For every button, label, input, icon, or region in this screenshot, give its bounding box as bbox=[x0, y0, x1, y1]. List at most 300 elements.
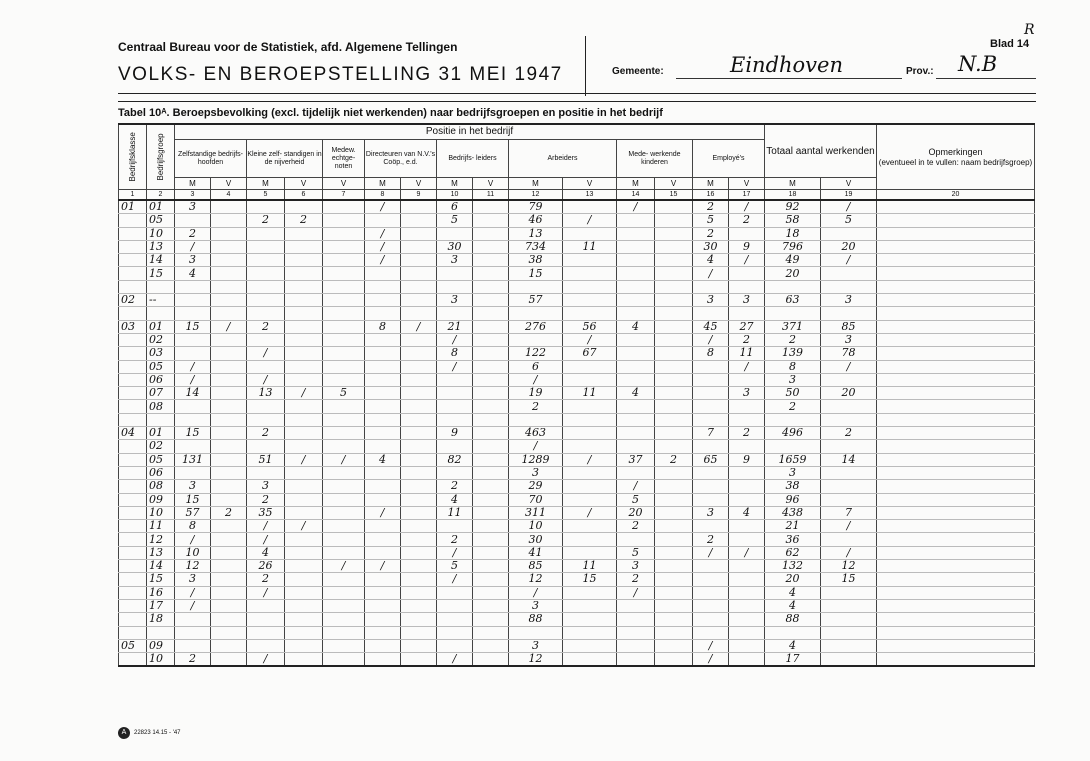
value-cell bbox=[821, 599, 877, 612]
value-cell bbox=[821, 267, 877, 280]
value-cell: / bbox=[509, 373, 563, 386]
value-cell bbox=[175, 294, 211, 307]
value-cell bbox=[285, 240, 323, 253]
value-cell: / bbox=[175, 599, 211, 612]
value-cell bbox=[247, 200, 285, 214]
value-cell: 9 bbox=[729, 453, 765, 466]
value-cell bbox=[401, 280, 437, 293]
value-cell: / bbox=[617, 200, 655, 214]
bedrijfsgroep-cell: 03 bbox=[147, 347, 175, 360]
header-rule bbox=[118, 101, 1036, 102]
value-cell bbox=[563, 280, 617, 293]
value-cell: 30 bbox=[693, 240, 729, 253]
value-cell bbox=[655, 560, 693, 573]
form-title: VOLKS- EN BEROEPSTELLING 31 MEI 1947 bbox=[118, 64, 563, 85]
value-cell bbox=[211, 533, 247, 546]
value-cell: / bbox=[247, 586, 285, 599]
value-cell: 2 bbox=[693, 533, 729, 546]
value-cell: 79 bbox=[509, 200, 563, 214]
opmerkingen-cell bbox=[877, 440, 1035, 453]
value-cell: / bbox=[563, 453, 617, 466]
column-number: 19 bbox=[821, 190, 877, 201]
value-cell bbox=[765, 626, 821, 639]
value-cell bbox=[323, 480, 365, 493]
value-cell bbox=[617, 533, 655, 546]
value-cell: 3 bbox=[509, 466, 563, 479]
opmerkingen-cell bbox=[877, 453, 1035, 466]
value-cell: 12 bbox=[509, 573, 563, 586]
col-kleine-zelfstandigen: Kleine zelf- standigen in de nijverheid bbox=[247, 140, 323, 178]
value-cell bbox=[473, 214, 509, 227]
value-cell bbox=[323, 294, 365, 307]
value-cell: 3 bbox=[617, 560, 655, 573]
value-cell bbox=[617, 613, 655, 626]
value-cell: 20 bbox=[617, 506, 655, 519]
value-cell bbox=[285, 506, 323, 519]
value-cell bbox=[323, 533, 365, 546]
value-cell bbox=[693, 573, 729, 586]
value-cell: / bbox=[821, 360, 877, 373]
opmerkingen-cell bbox=[877, 347, 1035, 360]
bedrijfsklasse-cell bbox=[119, 387, 147, 400]
value-cell bbox=[473, 560, 509, 573]
value-cell bbox=[247, 440, 285, 453]
value-cell bbox=[655, 307, 693, 320]
value-cell bbox=[693, 613, 729, 626]
value-cell bbox=[693, 480, 729, 493]
value-cell: 132 bbox=[765, 560, 821, 573]
value-cell bbox=[401, 347, 437, 360]
value-cell: 30 bbox=[509, 533, 563, 546]
bedrijfsgroep-cell: 11 bbox=[147, 520, 175, 533]
value-cell bbox=[437, 400, 473, 413]
col-bedrijfsklasse: Bedrijfsklasse bbox=[119, 124, 147, 190]
value-cell: / bbox=[437, 360, 473, 373]
mv-label: V bbox=[211, 178, 247, 190]
value-cell bbox=[401, 560, 437, 573]
value-cell bbox=[247, 466, 285, 479]
value-cell: 70 bbox=[509, 493, 563, 506]
value-cell: 49 bbox=[765, 254, 821, 267]
value-cell: 2 bbox=[729, 333, 765, 346]
value-cell: 3 bbox=[247, 480, 285, 493]
mv-label: M bbox=[509, 178, 563, 190]
opmerkingen-cell bbox=[877, 294, 1035, 307]
value-cell bbox=[821, 480, 877, 493]
value-cell bbox=[617, 599, 655, 612]
value-cell bbox=[563, 400, 617, 413]
value-cell: 12 bbox=[175, 560, 211, 573]
value-cell: 12 bbox=[821, 560, 877, 573]
opmerkingen-cell bbox=[877, 267, 1035, 280]
opmerkingen-cell bbox=[877, 546, 1035, 559]
value-cell: 65 bbox=[693, 453, 729, 466]
value-cell bbox=[323, 440, 365, 453]
value-cell: 4 bbox=[729, 506, 765, 519]
value-cell bbox=[437, 280, 473, 293]
value-cell bbox=[401, 227, 437, 240]
value-cell bbox=[693, 586, 729, 599]
value-cell bbox=[693, 466, 729, 479]
bedrijfsgroep-cell bbox=[147, 626, 175, 639]
value-cell bbox=[655, 493, 693, 506]
value-cell bbox=[401, 493, 437, 506]
value-cell: 3 bbox=[509, 599, 563, 612]
value-cell bbox=[437, 413, 473, 426]
value-cell bbox=[617, 214, 655, 227]
opmerkingen-cell bbox=[877, 307, 1035, 320]
value-cell bbox=[563, 440, 617, 453]
value-cell bbox=[323, 653, 365, 667]
value-cell: 4 bbox=[617, 387, 655, 400]
value-cell bbox=[563, 613, 617, 626]
value-cell: 41 bbox=[509, 546, 563, 559]
value-cell: 2 bbox=[693, 227, 729, 240]
value-cell: 2 bbox=[765, 333, 821, 346]
value-cell bbox=[401, 480, 437, 493]
value-cell: 51 bbox=[247, 453, 285, 466]
table-row bbox=[119, 493, 1035, 506]
value-cell bbox=[693, 413, 729, 426]
value-cell: / bbox=[323, 560, 365, 573]
table-row bbox=[119, 307, 1035, 320]
bedrijfsgroep-cell: 15 bbox=[147, 573, 175, 586]
value-cell bbox=[365, 413, 401, 426]
value-cell bbox=[285, 360, 323, 373]
value-cell bbox=[211, 214, 247, 227]
opmerkingen-cell bbox=[877, 506, 1035, 519]
value-cell bbox=[365, 294, 401, 307]
column-number: 20 bbox=[877, 190, 1035, 201]
value-cell bbox=[323, 613, 365, 626]
value-cell bbox=[693, 599, 729, 612]
value-cell: 5 bbox=[323, 387, 365, 400]
value-cell bbox=[285, 533, 323, 546]
table-row bbox=[119, 560, 1035, 573]
table-row bbox=[119, 626, 1035, 639]
value-cell bbox=[765, 440, 821, 453]
value-cell bbox=[473, 307, 509, 320]
value-cell bbox=[211, 373, 247, 386]
value-cell bbox=[365, 427, 401, 440]
value-cell bbox=[365, 387, 401, 400]
value-cell bbox=[655, 347, 693, 360]
value-cell: 3 bbox=[693, 506, 729, 519]
value-cell: 11 bbox=[563, 387, 617, 400]
value-cell bbox=[437, 466, 473, 479]
value-cell: 4 bbox=[765, 599, 821, 612]
value-cell: 20 bbox=[821, 387, 877, 400]
value-cell: 3 bbox=[765, 466, 821, 479]
value-cell: 15 bbox=[175, 493, 211, 506]
value-cell: / bbox=[285, 453, 323, 466]
value-cell bbox=[821, 493, 877, 506]
value-cell bbox=[365, 466, 401, 479]
value-cell bbox=[285, 200, 323, 214]
value-cell: 88 bbox=[509, 613, 563, 626]
value-cell bbox=[323, 413, 365, 426]
value-cell: 21 bbox=[765, 520, 821, 533]
bedrijfsklasse-cell bbox=[119, 413, 147, 426]
value-cell bbox=[175, 466, 211, 479]
value-cell: 18 bbox=[765, 227, 821, 240]
header-rule bbox=[118, 93, 1036, 94]
value-cell bbox=[323, 254, 365, 267]
table-row bbox=[119, 320, 1035, 333]
bedrijfsgroep-cell: 09 bbox=[147, 493, 175, 506]
value-cell: 371 bbox=[765, 320, 821, 333]
value-cell bbox=[401, 427, 437, 440]
bedrijfsklasse-cell bbox=[119, 480, 147, 493]
value-cell bbox=[285, 440, 323, 453]
value-cell bbox=[437, 586, 473, 599]
value-cell bbox=[655, 520, 693, 533]
bedrijfsklasse-cell bbox=[119, 347, 147, 360]
value-cell bbox=[437, 373, 473, 386]
table-row bbox=[119, 280, 1035, 293]
value-cell bbox=[437, 387, 473, 400]
table-row bbox=[119, 653, 1035, 667]
value-cell bbox=[821, 280, 877, 293]
value-cell bbox=[765, 280, 821, 293]
value-cell bbox=[821, 586, 877, 599]
bedrijfsgroep-cell: 06 bbox=[147, 466, 175, 479]
value-cell: 3 bbox=[175, 480, 211, 493]
value-cell: 67 bbox=[563, 347, 617, 360]
value-cell bbox=[211, 586, 247, 599]
value-cell bbox=[211, 480, 247, 493]
value-cell: / bbox=[175, 586, 211, 599]
opmerkingen-cell bbox=[877, 480, 1035, 493]
opmerkingen-cell bbox=[877, 387, 1035, 400]
value-cell bbox=[473, 653, 509, 667]
mv-label: V bbox=[729, 178, 765, 190]
value-cell: 4 bbox=[247, 546, 285, 559]
mv-label: V bbox=[821, 178, 877, 190]
value-cell bbox=[473, 427, 509, 440]
value-cell bbox=[473, 480, 509, 493]
value-cell: / bbox=[693, 639, 729, 652]
column-number: 2 bbox=[147, 190, 175, 201]
value-cell: 8 bbox=[175, 520, 211, 533]
prov-value: N.B bbox=[958, 52, 998, 76]
value-cell: 30 bbox=[437, 240, 473, 253]
mv-label: V bbox=[323, 178, 365, 190]
value-cell: 131 bbox=[175, 453, 211, 466]
bedrijfsklasse-cell bbox=[119, 227, 147, 240]
value-cell: 38 bbox=[765, 480, 821, 493]
opmerkingen-cell bbox=[877, 560, 1035, 573]
value-cell: 29 bbox=[509, 480, 563, 493]
value-cell bbox=[729, 480, 765, 493]
table-row bbox=[119, 240, 1035, 253]
value-cell bbox=[365, 573, 401, 586]
value-cell bbox=[211, 400, 247, 413]
table-row bbox=[119, 506, 1035, 519]
header-divider bbox=[585, 36, 586, 96]
value-cell bbox=[729, 586, 765, 599]
value-cell bbox=[211, 493, 247, 506]
value-cell bbox=[655, 653, 693, 667]
value-cell bbox=[323, 240, 365, 253]
opmerkingen-label: Opmerkingen bbox=[928, 146, 983, 157]
col-employes: Employé's bbox=[693, 140, 765, 178]
mv-label: V bbox=[563, 178, 617, 190]
prov-label: Prov.: bbox=[906, 66, 934, 77]
value-cell: 50 bbox=[765, 387, 821, 400]
column-number: 3 bbox=[175, 190, 211, 201]
value-cell bbox=[509, 280, 563, 293]
value-cell bbox=[563, 626, 617, 639]
value-cell bbox=[365, 599, 401, 612]
value-cell bbox=[175, 413, 211, 426]
value-cell: / bbox=[563, 214, 617, 227]
value-cell bbox=[365, 586, 401, 599]
table-row bbox=[119, 453, 1035, 466]
value-cell: 6 bbox=[509, 360, 563, 373]
value-cell bbox=[473, 466, 509, 479]
value-cell bbox=[401, 387, 437, 400]
value-cell bbox=[365, 653, 401, 667]
value-cell bbox=[655, 613, 693, 626]
table-row bbox=[119, 599, 1035, 612]
value-cell bbox=[729, 613, 765, 626]
table-row bbox=[119, 333, 1035, 346]
opmerkingen-cell bbox=[877, 400, 1035, 413]
bedrijfsgroep-cell: 05 bbox=[147, 453, 175, 466]
value-cell bbox=[247, 360, 285, 373]
table-row bbox=[119, 586, 1035, 599]
value-cell: / bbox=[693, 653, 729, 667]
value-cell bbox=[473, 413, 509, 426]
value-cell bbox=[365, 333, 401, 346]
bedrijfsgroep-cell: 14 bbox=[147, 254, 175, 267]
value-cell: 20 bbox=[765, 267, 821, 280]
value-cell bbox=[655, 214, 693, 227]
value-cell bbox=[473, 227, 509, 240]
value-cell: / bbox=[401, 320, 437, 333]
value-cell bbox=[323, 546, 365, 559]
opmerkingen-cell bbox=[877, 573, 1035, 586]
value-cell bbox=[693, 560, 729, 573]
value-cell: 85 bbox=[509, 560, 563, 573]
value-cell: 11 bbox=[563, 560, 617, 573]
value-cell bbox=[323, 373, 365, 386]
value-cell bbox=[211, 440, 247, 453]
value-cell bbox=[247, 227, 285, 240]
value-cell: 57 bbox=[175, 506, 211, 519]
value-cell: / bbox=[365, 240, 401, 253]
table-row bbox=[119, 480, 1035, 493]
value-cell: / bbox=[365, 560, 401, 573]
bedrijfsklasse-cell: 01 bbox=[119, 200, 147, 214]
value-cell bbox=[285, 493, 323, 506]
bedrijfsgroep-cell: 01 bbox=[147, 427, 175, 440]
col-medewerkende-kinderen: Mede- werkende kinderen bbox=[617, 140, 693, 178]
value-cell bbox=[211, 427, 247, 440]
value-cell bbox=[323, 214, 365, 227]
value-cell: / bbox=[617, 480, 655, 493]
value-cell bbox=[285, 227, 323, 240]
value-cell bbox=[323, 466, 365, 479]
value-cell: 3 bbox=[175, 254, 211, 267]
value-cell bbox=[211, 240, 247, 253]
value-cell bbox=[323, 333, 365, 346]
bedrijfsklasse-cell bbox=[119, 400, 147, 413]
value-cell: / bbox=[247, 520, 285, 533]
value-cell: 2 bbox=[693, 200, 729, 214]
value-cell bbox=[401, 307, 437, 320]
value-cell bbox=[617, 427, 655, 440]
value-cell: / bbox=[437, 546, 473, 559]
value-cell bbox=[401, 626, 437, 639]
value-cell bbox=[437, 267, 473, 280]
value-cell: / bbox=[563, 506, 617, 519]
value-cell bbox=[655, 400, 693, 413]
value-cell bbox=[323, 320, 365, 333]
value-cell bbox=[617, 626, 655, 639]
value-cell bbox=[473, 493, 509, 506]
value-cell bbox=[437, 227, 473, 240]
value-cell: 15 bbox=[821, 573, 877, 586]
value-cell: 8 bbox=[437, 347, 473, 360]
table-row bbox=[119, 200, 1035, 214]
value-cell: / bbox=[175, 373, 211, 386]
value-cell bbox=[563, 427, 617, 440]
value-cell bbox=[729, 533, 765, 546]
value-cell: / bbox=[821, 520, 877, 533]
value-cell bbox=[247, 626, 285, 639]
bedrijfsgroep-cell bbox=[147, 413, 175, 426]
value-cell bbox=[655, 200, 693, 214]
bedrijfsklasse-cell bbox=[119, 267, 147, 280]
col-opmerkingen bbox=[877, 124, 1035, 190]
value-cell: 15 bbox=[175, 320, 211, 333]
value-cell bbox=[365, 400, 401, 413]
bedrijfsgroep-cell: 05 bbox=[147, 214, 175, 227]
value-cell bbox=[285, 626, 323, 639]
value-cell: 2 bbox=[617, 520, 655, 533]
value-cell bbox=[323, 586, 365, 599]
opmerkingen-cell bbox=[877, 653, 1035, 667]
column-number: 4 bbox=[211, 190, 247, 201]
bedrijfsgroep-cell: 09 bbox=[147, 639, 175, 652]
value-cell bbox=[617, 294, 655, 307]
value-cell bbox=[655, 506, 693, 519]
value-cell: / bbox=[693, 546, 729, 559]
value-cell: 2 bbox=[285, 214, 323, 227]
bedrijfsklasse-cell bbox=[119, 546, 147, 559]
value-cell: 2 bbox=[211, 506, 247, 519]
opmerkingen-cell bbox=[877, 493, 1035, 506]
col-arbeiders: Arbeiders bbox=[509, 140, 617, 178]
value-cell bbox=[473, 586, 509, 599]
value-cell bbox=[655, 639, 693, 652]
value-cell bbox=[729, 227, 765, 240]
value-cell: 796 bbox=[765, 240, 821, 253]
opmerkingen-cell bbox=[877, 320, 1035, 333]
opmerkingen-cell bbox=[877, 613, 1035, 626]
value-cell bbox=[729, 440, 765, 453]
table-row bbox=[119, 387, 1035, 400]
prov-underline bbox=[936, 78, 1036, 79]
value-cell bbox=[729, 560, 765, 573]
print-code bbox=[118, 727, 181, 739]
blad-number: Blad 14 bbox=[990, 38, 1030, 50]
value-cell: 2 bbox=[247, 214, 285, 227]
value-cell bbox=[365, 626, 401, 639]
value-cell bbox=[437, 440, 473, 453]
